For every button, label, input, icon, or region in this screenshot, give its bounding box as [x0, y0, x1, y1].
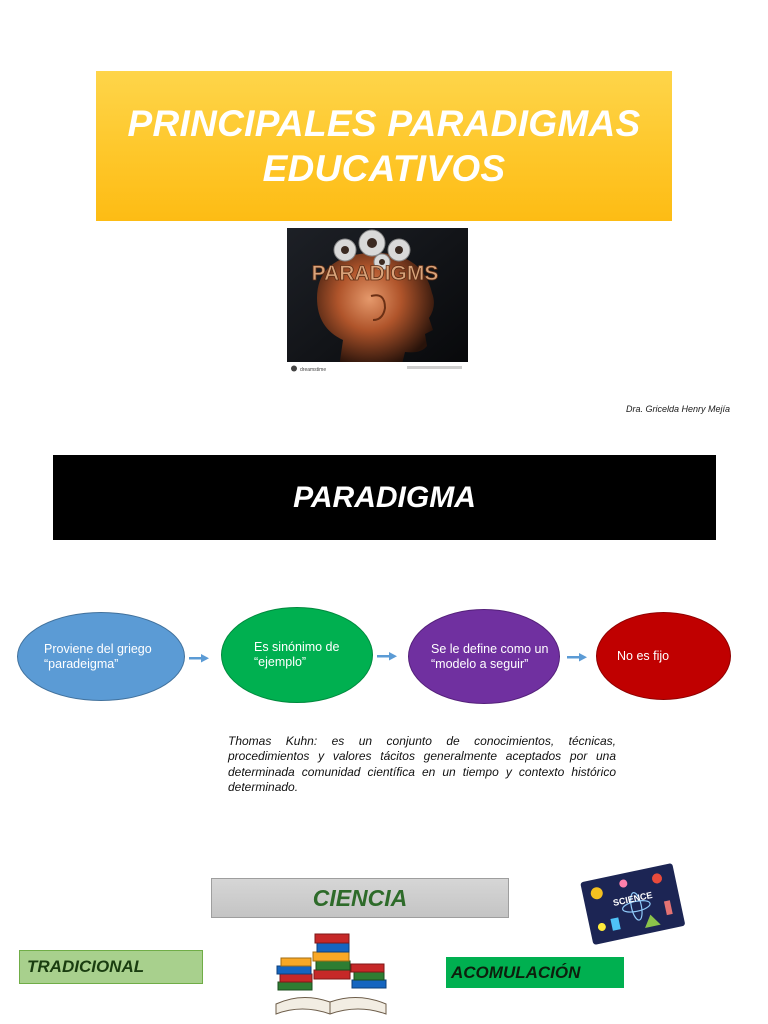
- tradicional-box: [19, 950, 203, 984]
- flow-node-text: “modelo a seguir”: [431, 656, 529, 671]
- svg-text:dreamstime: dreamstime: [300, 367, 327, 373]
- ciencia-box: [211, 878, 509, 918]
- page-title: [128, 101, 641, 191]
- head-illustration: [287, 228, 468, 375]
- flow-node-text: Proviene del griego: [44, 641, 152, 656]
- flow-node-definition: [408, 609, 560, 704]
- section-banner: [53, 455, 716, 540]
- flow-node-text: No es fijo: [617, 648, 670, 663]
- acomulacion-box: [446, 957, 624, 988]
- title-line-2: EDUCATIVOS: [262, 148, 506, 189]
- author-credit: Dra. Gricelda Henry Mejía: [625, 404, 730, 414]
- science-image: [578, 862, 688, 948]
- flow-node-text: “paradeigma”: [44, 656, 119, 671]
- science-collage-illustration: [578, 862, 688, 948]
- svg-text:SCIENCE: SCIENCE: [612, 889, 654, 908]
- title-banner: [96, 71, 672, 221]
- flow-node-text: Es sinónimo de: [254, 640, 340, 654]
- books-image: [272, 930, 390, 1016]
- paradigms-head-image: [287, 228, 468, 375]
- flow-node-synonym: [221, 607, 373, 703]
- section-title: PARADIGMA: [293, 480, 476, 514]
- flow-node-text: Se le define como un: [431, 641, 549, 656]
- ciencia-label: CIENCIA: [312, 884, 408, 911]
- flow-node-text: “ejemplo”: [254, 655, 307, 669]
- svg-text:PARADIGMS: PARADIGMS: [311, 262, 439, 285]
- flow-arrow-icon: [189, 653, 209, 663]
- flow-arrow-icon: [377, 651, 397, 661]
- flow-arrow-icon: [567, 652, 587, 662]
- title-line-1: PRINCIPALES PARADIGMAS: [127, 103, 641, 144]
- kuhn-definition: Thomas Kuhn: es un conjunto de conocimientos, técnicas, procedimientos y valores tácitos generalmente aceptados por una determinada comunidad científica en un tiempo y contexto histórico determinado.: [228, 734, 616, 794]
- flow-node-origin: [17, 612, 185, 701]
- acomulacion-label: ACOMULACIÓN: [451, 962, 581, 982]
- flow-node-not-fixed: [596, 612, 731, 700]
- book-stack-illustration: [272, 930, 390, 1016]
- tradicional-label: TRADICIONAL: [27, 957, 145, 976]
